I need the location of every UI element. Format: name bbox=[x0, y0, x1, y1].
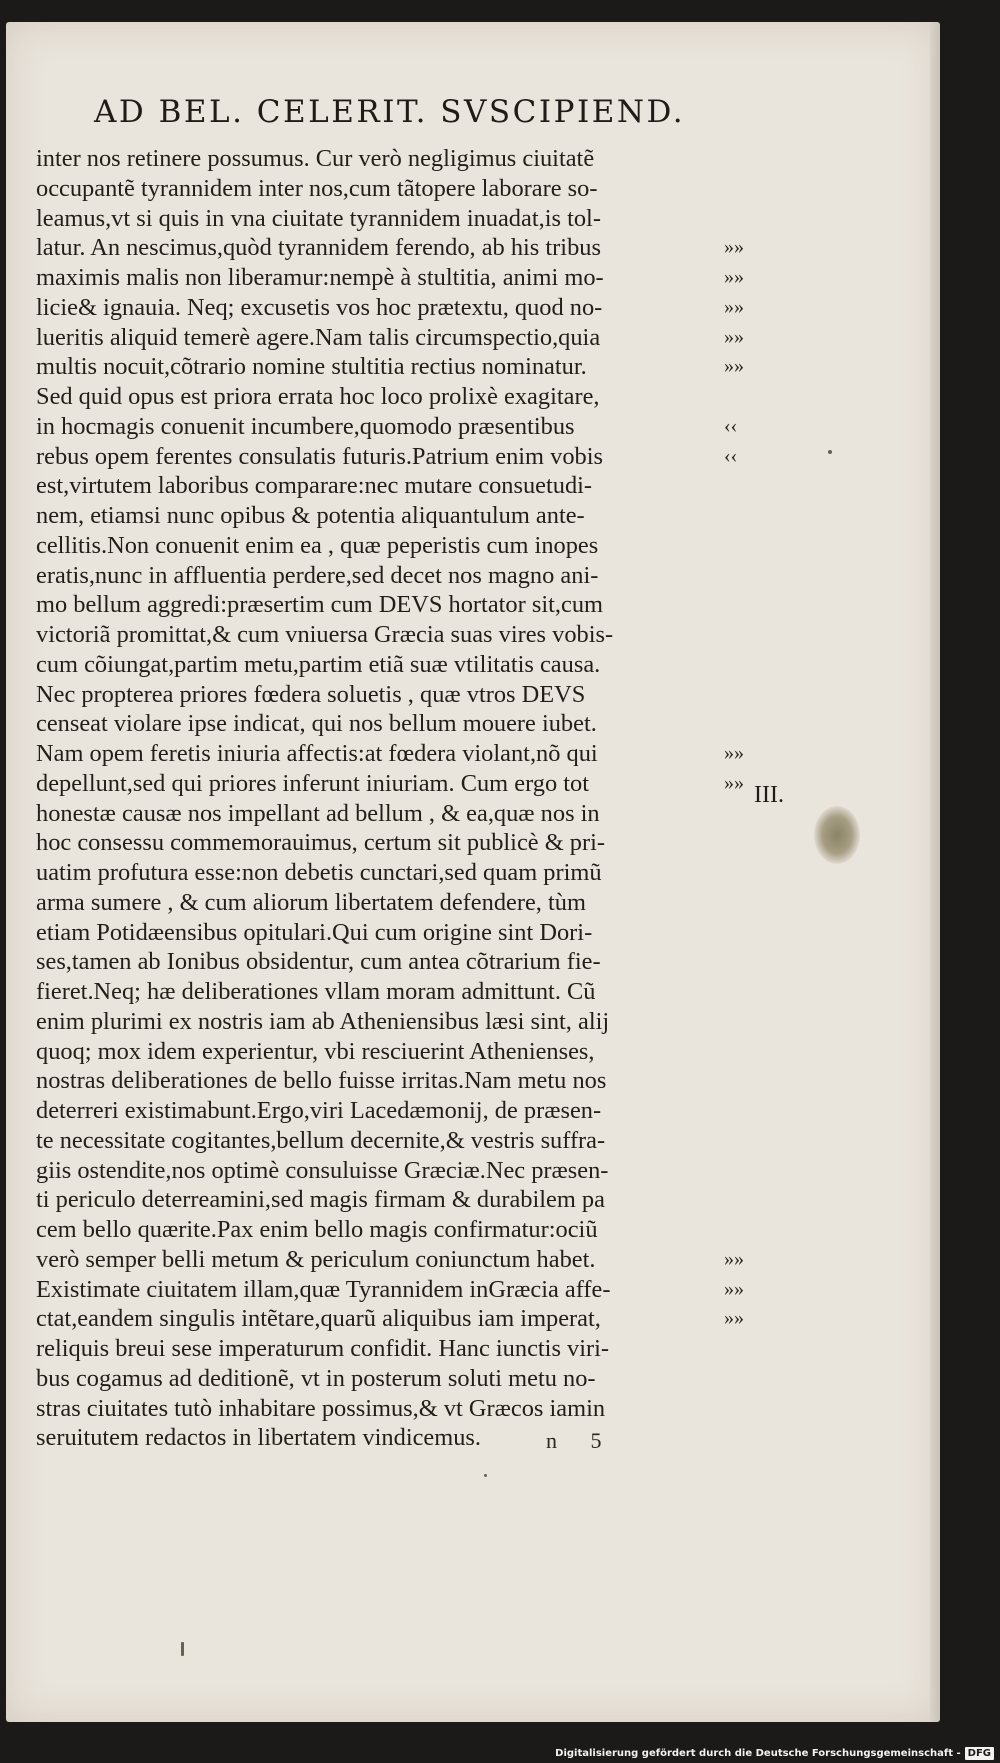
margin-mark bbox=[724, 1066, 784, 1096]
ink-speck bbox=[484, 1474, 487, 1477]
margin-mark: »» bbox=[724, 1307, 744, 1330]
page-edge bbox=[930, 22, 940, 1722]
text-line: mo bellum aggredi:præsertim cum DEVS hortator sit,cum bbox=[36, 591, 603, 619]
text-line: giis ostendite,nos optimè consuluisse Græciæ.Nec præsen- bbox=[36, 1156, 609, 1184]
text-line: quoq; mox idem experientur, vbi resciuerint Athenienses, bbox=[36, 1037, 595, 1065]
margin-mark bbox=[724, 204, 784, 234]
text-line: Nam opem feretis iniuria affectis:at fœdera violant,nõ qui bbox=[36, 740, 598, 767]
margin-mark: »» bbox=[724, 771, 744, 794]
margin-mark: »» bbox=[724, 266, 744, 288]
footer-credit: Digitalisierung gefördert durch die Deutsche Forschungsgemeinschaft - bbox=[555, 1748, 961, 1759]
text-line: ti periculo deterreamini,sed magis firmam & durabilem pa bbox=[36, 1186, 605, 1214]
text-line: deterreri existimabunt.Ergo,viri Lacedæmonij, de præsen- bbox=[36, 1097, 602, 1124]
text-line: cem bello quærite.Pax enim bello magis confirmatur:ociũ bbox=[36, 1216, 598, 1243]
text-line: Sed quid opus est priora errata hoc loco prolixè exagitare, bbox=[36, 383, 600, 410]
margin-mark bbox=[724, 174, 784, 204]
text-line: bus cogamus ad deditionẽ, vt in posterum soluti metu no- bbox=[36, 1364, 596, 1392]
section-number: III. bbox=[754, 782, 784, 808]
dfg-logo: DFG bbox=[965, 1747, 994, 1760]
text-line: te necessitate cogitantes,bellum decernite,& vestris suffra- bbox=[36, 1126, 606, 1154]
text-line: licie& ignauia. Neq; excusetis vos hoc prætextu, quod no- bbox=[36, 293, 603, 321]
text-line: etiam Potidæensibus opitulari.Qui cum origine sint Dori- bbox=[36, 918, 593, 946]
text-line: censeat violare ipse indicat, qui nos bellum mouere iubet. bbox=[36, 710, 597, 738]
margin-mark bbox=[724, 650, 784, 680]
ink-speck bbox=[828, 450, 832, 454]
margin-mark bbox=[724, 680, 784, 710]
text-line: seruitutem redactos in libertatem vindicemus. bbox=[36, 1424, 481, 1452]
margin-mark bbox=[724, 918, 784, 948]
text-line: victoriã promittat,& cum vniuersa Græcia suas vires vobis- bbox=[36, 621, 614, 648]
text-line: arma sumere , & cum aliorum libertatem defendere, tùm bbox=[36, 888, 586, 916]
text-line: est,virtutem laboribus comparare:nec mutare consuetudi- bbox=[36, 472, 593, 500]
margin-mark bbox=[724, 947, 784, 977]
margin-mark: »» bbox=[724, 236, 744, 259]
margin-mark bbox=[724, 977, 784, 1007]
margin-mark bbox=[724, 382, 784, 412]
margin-mark bbox=[724, 858, 784, 888]
text-line: nostras deliberationes de bello fuisse irritas.Nam metu nos bbox=[36, 1067, 607, 1095]
margin-mark bbox=[724, 1364, 784, 1394]
margin-mark bbox=[724, 144, 784, 174]
text-line: nem, etiamsi nunc opibus & potentia aliquantulum ante- bbox=[36, 502, 585, 529]
text-line: in hocmagis conuenit incumbere,quomodo præsentibus bbox=[36, 412, 575, 440]
margin-mark bbox=[724, 709, 784, 739]
text-line: honestæ causæ nos impellant ad bellum , & ea,quæ nos in bbox=[36, 799, 600, 827]
text-line: depellunt,sed qui priores inferunt iniuriam. Cum ergo tot bbox=[36, 769, 589, 797]
text-line: hoc consessu commemorauimus, certum sit publicè & pri- bbox=[36, 829, 605, 857]
margin-mark bbox=[724, 531, 784, 561]
text-line: occupantẽ tyrannidem inter nos,cum tãtopere laborare so- bbox=[36, 174, 598, 202]
text-line: rebus opem ferentes consulatis futuris.Patrium enim vobis bbox=[36, 442, 603, 470]
margin-mark: ‹‹ bbox=[724, 444, 738, 467]
margin-mark bbox=[724, 1037, 784, 1067]
margin-mark bbox=[724, 501, 784, 531]
margin-mark: »» bbox=[724, 742, 744, 764]
margin-mark bbox=[724, 1423, 784, 1453]
text-line: latur. An nescimus,quòd tyrannidem ferendo, ab his tribus bbox=[36, 234, 601, 262]
margin-mark bbox=[724, 1156, 784, 1186]
margin-mark: »» bbox=[724, 355, 744, 378]
text-line: lueritis aliquid temerè agere.Nam talis circumspectio,quia bbox=[36, 323, 601, 351]
paper-stain bbox=[814, 806, 860, 864]
signature-mark: n 5 bbox=[546, 1428, 616, 1453]
text-line: cellitis.Non conuenit enim ea , quæ peperistis cum inopes bbox=[36, 531, 599, 559]
text-line: Existimate ciuitatem illam,quæ Tyrannidem inGræcia affe- bbox=[36, 1275, 611, 1303]
margin-mark bbox=[724, 1334, 784, 1364]
margin-mark bbox=[724, 1096, 784, 1126]
margin-mark bbox=[724, 561, 784, 591]
margin-mark bbox=[724, 1394, 784, 1424]
text-line: ses,tamen ab Ionibus obsidentur, cum antea cõtrarium fie- bbox=[36, 948, 601, 976]
text-line: verò semper belli metum & periculum coniunctum habet. bbox=[36, 1245, 596, 1273]
margin-mark: »» bbox=[724, 1277, 744, 1300]
margin-mark bbox=[724, 471, 784, 501]
margin-mark bbox=[724, 1215, 784, 1245]
text-line: leamus,vt si quis in vna ciuitate tyrannidem inuadat,is tol- bbox=[36, 204, 601, 232]
margin-mark bbox=[724, 590, 784, 620]
margin-mark bbox=[724, 1126, 784, 1156]
running-head: AD BEL. CELERIT. SVSCIPIEND. bbox=[94, 94, 686, 130]
text-line: maximis malis non liberamur:nempè à stultitia, animi mo- bbox=[36, 264, 604, 291]
margin-mark: »» bbox=[724, 325, 744, 348]
margin-mark bbox=[724, 888, 784, 918]
margin-mark bbox=[724, 828, 784, 858]
text-line: multis nocuit,cõtrario nomine stultitia rectius nominatur. bbox=[36, 353, 587, 381]
text-line: ctat,eandem singulis intẽtare,quarũ aliquibus iam imperat, bbox=[36, 1305, 601, 1333]
text-line: uatim profutura esse:non debetis cunctari,sed quam primũ bbox=[36, 859, 602, 886]
text-line: enim plurimi ex nostris iam ab Atheniensibus læsi sint, alij bbox=[36, 1007, 610, 1035]
body-text bbox=[36, 144, 736, 1453]
margin-mark: »» bbox=[724, 295, 744, 318]
book-page bbox=[6, 22, 940, 1722]
digitization-footer bbox=[555, 1747, 994, 1760]
margin-mark bbox=[724, 1185, 784, 1215]
text-line: cum cõiungat,partim metu,partim etiã suæ vtilitatis causa. bbox=[36, 650, 601, 678]
text-line: fieret.Neq; hæ deliberationes vllam moram admittunt. Cũ bbox=[36, 978, 596, 1005]
text-line: stras ciuitates tutò inhabitare possimus,& vt Græcos iamin bbox=[36, 1394, 606, 1422]
text-line: reliquis breui sese imperaturum confidit. Hanc iunctis viri- bbox=[36, 1335, 610, 1362]
text-line: inter nos retinere possumus. Cur verò negligimus ciuitatẽ bbox=[36, 145, 595, 172]
ink-speck bbox=[181, 1642, 184, 1656]
text-line: eratis,nunc in affluentia perdere,sed decet nos magno ani- bbox=[36, 561, 599, 589]
margin-mark: »» bbox=[724, 1247, 744, 1270]
margin-mark bbox=[724, 620, 784, 650]
margin-mark: ‹‹ bbox=[724, 414, 738, 437]
margin-mark bbox=[724, 1007, 784, 1037]
text-line: Nec propterea priores fœdera soluetis , quæ vtros DEVS bbox=[36, 680, 586, 708]
